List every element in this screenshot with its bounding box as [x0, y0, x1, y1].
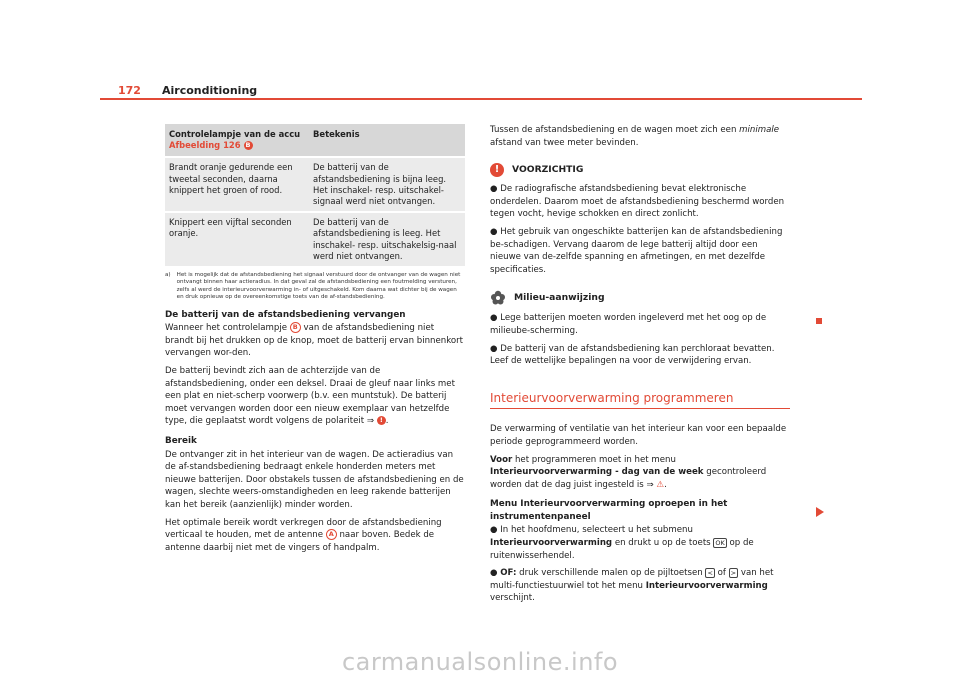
caution-item: ● De radiografische afstandsbediening bevat elektronische onderdelen. Daarom moet de afstandsbediening beschermd worden tegen vocht, hevige schokken en direct zonlicht. — [490, 184, 785, 220]
table-row — [165, 157, 465, 212]
paragraph: Wanneer het controlelampje B van de afstandsbediening niet brandt bij het drukken op de knop, moet de batterij ervan binnenkort vervangen wor-den. — [165, 323, 464, 359]
paragraph: Tussen de afstandsbediening en de wagen moet zich een minimale afstand van twee meter bevinden. — [490, 125, 780, 148]
table-cell: Brandt oranje gedurende een tweetal seconden, daarna knippert het groen of rood. — [165, 157, 309, 212]
environment-item: ● De batterij van de afstandsbediening kan perchloraat bevatten. Leef de wettelijke bepalingen na voor de verwijdering ervan. — [490, 343, 775, 367]
heading-menu: Menu Interieurvoorverwarming oproepen in het instrumentenpaneel — [490, 499, 728, 522]
key-b-icon: B — [290, 322, 301, 333]
heading-range: Bereik — [165, 436, 197, 446]
key-a-icon: A — [326, 529, 337, 540]
caution-heading: ! VOORZICHTIG — [490, 163, 790, 177]
caution-icon: ! — [490, 163, 504, 177]
footnote-text: Het is mogelijk dat de afstandsbediening het signaal verstuurd door de ontvanger van de wagen niet ontvangt binnen haar actieradius. In dat geval zal de afstandsbediening een foutmelding versturen, zelfs al werd de interieurvoorverwarming in- of uitgeschakeld. Kom daarna wat dichter bij de wagen en druk opnieuw op de overeenkomstige toets van de af-standsbediening. — [176, 272, 461, 301]
paragraph: Het optimale bereik wordt verkregen door de afstandsbediening verticaal te houden, met de antenne A naar boven. Bedek de antenne daarbij niet met de vingers of handpalm. — [165, 517, 442, 553]
section-end-square-icon — [816, 318, 822, 324]
table-header-lamp: Controlelampje van de accu Afbeelding 126 B — [165, 124, 309, 157]
header-rule — [100, 98, 862, 100]
table-cell: Knippert een vijftal seconden oranje. — [165, 212, 309, 266]
table-cell: De batterij van de afstandsbediening is bijna leeg. Het inschakel- resp. uitschakel-signaal werd niet ontvangen. — [309, 157, 465, 212]
left-column — [165, 124, 465, 559]
page-number: 172 — [118, 84, 141, 97]
paragraph: De ontvanger zit in het interieur van de wagen. De actieradius van de af-standsbediening bedraagt enkele honderden meters met nieuwe batterijen. Door obstakels tussen de afstandsbediening en de wagen, slechte weers-omstandigheden en leeg rakende batterijen kan het bereik (aanzienlijk) minder worden. — [165, 449, 464, 510]
paragraph: De verwarming of ventilatie van het interieur kan voor een bepaalde periode geprogrammeerd worden. — [490, 424, 787, 447]
table-header-meaning: Betekenis — [309, 124, 465, 157]
arrow-left-key-icon: < — [707, 568, 713, 577]
table-header-row — [165, 124, 465, 157]
table-cell: De batterij van de afstandsbediening is leeg. Het inschakel- resp. uitschakelsig-naal werd niet ontvangen. — [309, 212, 465, 266]
section-title: Interieurvoorverwarming programmeren — [490, 392, 790, 410]
watermark: carmanualsonline.info — [341, 648, 619, 676]
battery-lamp-table — [165, 124, 465, 266]
key-b-icon: B — [244, 141, 253, 150]
environment-item: ● Lege batterijen moeten worden ingeleverd met het oog op de milieube-scherming. — [490, 313, 767, 336]
list-item: ● In het hoofdmenu, selecteert u het submenu Interieurvoorverwarming en drukt u op de toets OK op de ruitenwisserhendel. — [490, 525, 754, 561]
ok-key-icon: OK — [715, 538, 725, 547]
footnote-marker: a) — [165, 272, 171, 279]
footnote — [165, 272, 465, 302]
right-column — [490, 124, 790, 610]
heading-battery-replace: De batterij van de afstandsbediening vervangen — [165, 309, 406, 320]
paragraph: De batterij bevindt zich aan de achterzijde van de afstandsbediening, onder een deksel. Draai de gleuf naar links met een plat en niet-scherp voorwerp (b.v. een muntstuk). De batterij moet vervangen worden door een nieuw exemplaar van hetzelfde type, die geplaatst wordt volgens de polariteit ⇒ ! . — [165, 366, 455, 427]
arrow-right-key-icon: > — [730, 568, 737, 577]
figure-link[interactable]: Afbeelding 126 — [169, 140, 241, 151]
chapter-title: Airconditioning — [162, 84, 258, 97]
list-item: ● OF: druk verschillende malen op de pijltoetsen < of > van het multi-functiestuurwiel tot het menu Interieurvoorverwarming verschijnt. — [490, 568, 774, 604]
warning-triangle-icon[interactable]: ⚠ — [656, 479, 665, 490]
paragraph: Voor het programmeren moet in het menu Interieurvoorverwarming - dag van de week gecontroleerd worden dat de dag juist ingesteld is ⇒ ⚠. — [490, 454, 767, 490]
caution-item: ● Het gebruik van ongeschikte batterijen kan de afstandsbediening be-schadigen. Vervang daarom de lege batterij altijd door een nieuwe van de-zelfde spanning en afmetingen, en met dezelfde specificaties. — [490, 226, 783, 275]
continue-arrow-icon — [816, 507, 824, 517]
warning-ref-icon[interactable]: ! — [377, 416, 386, 425]
environment-heading: Milieu-aanwijzing — [490, 290, 790, 306]
table-row — [165, 212, 465, 266]
environment-flower-icon — [490, 290, 506, 306]
